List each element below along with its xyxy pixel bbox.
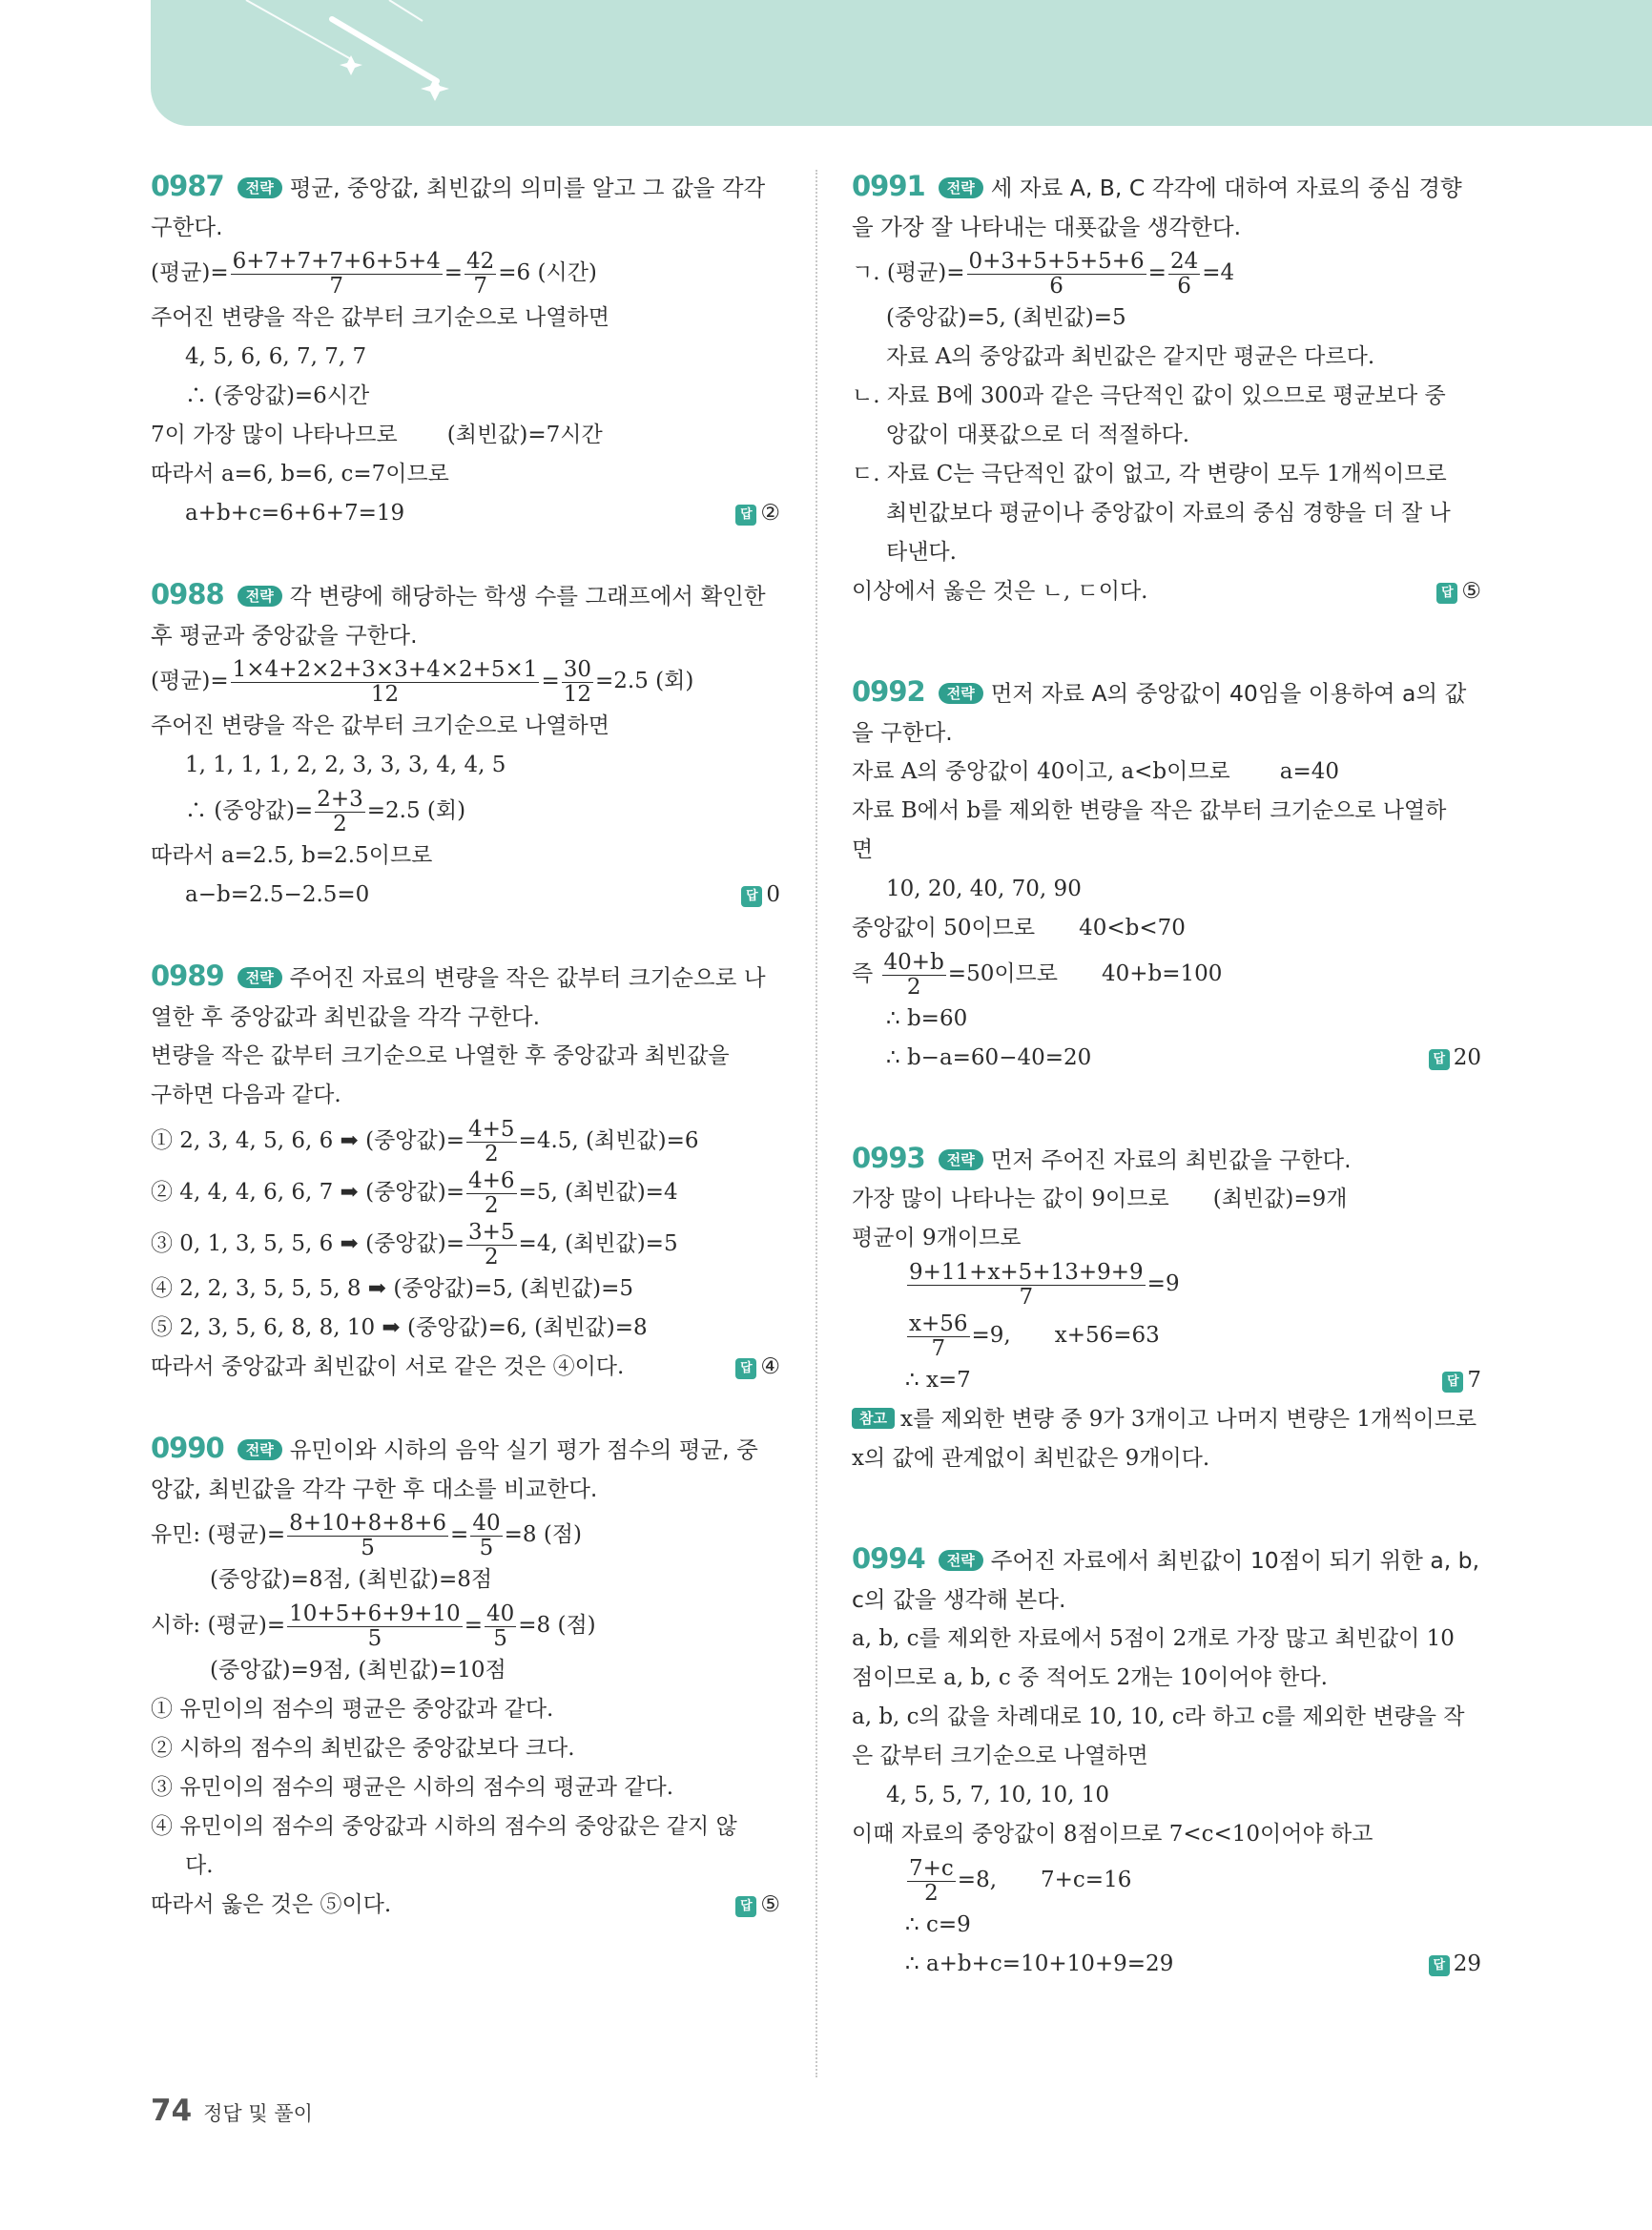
denominator: 2 xyxy=(484,1192,499,1218)
numerator: 40 xyxy=(472,1511,501,1537)
text: 이상에서 옳은 것은 ㄴ, ㄷ이다. xyxy=(852,579,1148,604)
fraction xyxy=(907,1312,970,1359)
equals: = xyxy=(464,1613,483,1638)
mean-lhs: (평균)= xyxy=(151,669,229,693)
note-line: x의 값에 관계없이 최빈값은 9개이다. xyxy=(852,1446,1210,1471)
text: 자료 A의 중앙값이 40이고, a<b이므로 xyxy=(852,759,1230,784)
text: 유민: (평균)= xyxy=(151,1522,286,1547)
text: 7+c=16 xyxy=(1041,1868,1132,1892)
column-divider xyxy=(816,170,817,2077)
problem-0994 xyxy=(852,1539,1481,1984)
fraction xyxy=(466,1221,517,1268)
fraction xyxy=(907,1261,1146,1308)
numerator: 40 xyxy=(485,1601,515,1627)
denominator: 2 xyxy=(484,1141,499,1167)
mean-fraction-2 xyxy=(465,250,496,297)
numerator: 7+c xyxy=(909,1856,954,1882)
text: 중앙값이 50이므로 xyxy=(852,916,1036,940)
numerator: 2+3 xyxy=(317,787,363,813)
text: =2.5 (회) xyxy=(366,798,466,823)
text: a=40 xyxy=(1279,759,1340,784)
solution-line: (중앙값)=8점, (최빈값)=8점 xyxy=(210,1567,493,1592)
text: 40+b=100 xyxy=(1102,961,1223,986)
text: a+b+c=6+6+7=19 xyxy=(185,501,405,526)
solution-line: 주어진 변량을 작은 값부터 크기순으로 나열하면 xyxy=(151,305,609,330)
solution-line: 은 값부터 크기순으로 나열하면 xyxy=(852,1744,1148,1768)
solution-line: 따라서 a=6, b=6, c=7이므로 xyxy=(151,462,449,486)
page-footer xyxy=(151,2094,313,2128)
strategy-text-cont: c의 값을 생각해 본다. xyxy=(852,1586,1066,1613)
answer-icon: 답 xyxy=(741,886,762,907)
solution-line: 4, 5, 6, 6, 7, 7, 7 xyxy=(185,344,367,369)
strategy-badge: 전략 xyxy=(939,1149,983,1170)
text: =8, xyxy=(957,1868,998,1892)
choice-4-cont: 다. xyxy=(185,1853,214,1878)
answer-value: ② xyxy=(760,501,780,526)
answer-icon: 답 xyxy=(1429,1955,1450,1976)
text: (최빈값)=9개 xyxy=(1212,1187,1348,1211)
answer-value: ⑤ xyxy=(1461,579,1481,604)
page-number: 74 xyxy=(151,2094,193,2128)
answer-icon: 답 xyxy=(1436,583,1457,604)
solution-line: (중앙값)=5, (최빈값)=5 xyxy=(886,305,1126,330)
solution-line: 자료 A의 중앙값과 최빈값은 같지만 평균은 다르다. xyxy=(886,344,1375,369)
mean-rhs: =6 (시간) xyxy=(498,260,597,285)
item-c-cont: 최빈값보다 평균이나 중앙값이 자료의 중심 경향을 더 잘 나 xyxy=(886,501,1451,526)
equals: = xyxy=(444,260,463,285)
mean-rhs: =2.5 (회) xyxy=(595,669,694,693)
median-equation xyxy=(151,785,780,836)
strategy-badge: 전략 xyxy=(237,177,282,198)
option-4: ④ 2, 2, 3, 5, 5, 5, 8 ➡ (중앙값)=5, (최빈값)=5 xyxy=(151,1276,634,1301)
problem-number: 0987 xyxy=(151,170,224,202)
mean-equation xyxy=(151,655,780,707)
denominator: 7 xyxy=(473,273,487,299)
solution-line: a, b, c를 제외한 자료에서 5점이 2개로 가장 많고 최빈값이 10 xyxy=(852,1626,1455,1651)
strategy-badge: 전략 xyxy=(939,1550,983,1571)
left-column xyxy=(151,167,780,1967)
solution-line xyxy=(151,876,780,915)
numerator: 24 xyxy=(1169,249,1199,275)
numerator: 0+3+5+5+5+6 xyxy=(968,249,1145,275)
solution-line: ∴ b=60 xyxy=(886,1006,968,1031)
text: 가장 많이 나타나는 값이 9이므로 xyxy=(852,1187,1169,1211)
answer-value: ④ xyxy=(760,1354,780,1379)
text: =8 (점) xyxy=(504,1522,582,1547)
text: =8 (점) xyxy=(518,1613,596,1638)
text: ② 4, 4, 4, 6, 6, 7 ➡ (중앙값)= xyxy=(151,1180,465,1205)
option-5: ⑤ 2, 3, 5, 6, 8, 8, 10 ➡ (중앙값)=6, (최빈값)=8 xyxy=(151,1315,648,1340)
solution-line xyxy=(852,572,1481,611)
text: ① 2, 3, 4, 5, 6, 6 ➡ (중앙값)= xyxy=(151,1128,465,1153)
fraction-equation xyxy=(852,948,1481,1000)
fraction xyxy=(287,1512,448,1559)
problem-0988 xyxy=(151,575,780,915)
strategy-text: 세 자료 A, B, C 각각에 대하여 자료의 중심 경향 xyxy=(990,175,1462,201)
problem-0991 xyxy=(852,167,1481,611)
note-badge: 참고 xyxy=(852,1408,895,1429)
mean-equation xyxy=(151,247,780,299)
strategy-text-cont: 앙값, 최빈값을 각각 구한 후 대소를 비교한다. xyxy=(151,1476,598,1502)
fraction-equation xyxy=(852,1854,1481,1906)
text: a−b=2.5−2.5=0 xyxy=(185,882,370,907)
text: ∴ b−a=60−40=20 xyxy=(886,1045,1092,1070)
numerator: 6+7+7+7+6+5+4 xyxy=(232,249,441,275)
solution-line: ∴ c=9 xyxy=(905,1912,971,1937)
text: ③ 0, 1, 3, 5, 5, 6 ➡ (중앙값)= xyxy=(151,1231,465,1256)
fraction xyxy=(466,1169,517,1216)
answer xyxy=(1429,1945,1481,1984)
solution-line: 4, 5, 5, 7, 10, 10, 10 xyxy=(886,1783,1110,1807)
answer xyxy=(1429,1039,1481,1078)
solution-line: 구하면 다음과 같다. xyxy=(151,1083,341,1107)
answer-value: 7 xyxy=(1467,1368,1481,1393)
solution-line xyxy=(852,1945,1481,1984)
item-c-cont: 타낸다. xyxy=(886,540,957,565)
solution-line: 따라서 a=2.5, b=2.5이므로 xyxy=(151,843,433,868)
solution-line xyxy=(151,1886,780,1925)
strategy-text-cont: 후 평균과 중앙값을 구한다. xyxy=(151,622,418,649)
fraction xyxy=(466,1118,517,1165)
item-c: ㄷ. 자료 C는 극단적인 값이 없고, 각 변량이 모두 1개씩이므로 xyxy=(852,462,1447,486)
denominator: 7 xyxy=(329,273,343,299)
fraction xyxy=(287,1602,463,1649)
answer-value: 20 xyxy=(1453,1045,1481,1070)
strategy-text-cont: 을 가장 잘 나타내는 대푯값을 생각한다. xyxy=(852,214,1242,240)
strategy-badge: 전략 xyxy=(237,967,282,988)
note-line xyxy=(852,1400,1481,1439)
fraction-2 xyxy=(485,1602,516,1649)
text: 따라서 옳은 것은 ⑤이다. xyxy=(151,1892,392,1917)
answer xyxy=(735,494,780,533)
strategy-text: 먼저 주어진 자료의 최빈값을 구한다. xyxy=(990,1146,1352,1173)
text: ∴ a+b+c=10+10+9=29 xyxy=(905,1951,1174,1976)
strategy-text: 주어진 자료에서 최빈값이 10점이 되기 위한 a, b, xyxy=(990,1547,1480,1574)
denominator: 6 xyxy=(1049,273,1063,299)
solution-line: (중앙값)=9점, (최빈값)=10점 xyxy=(210,1658,506,1683)
solution-line xyxy=(852,1039,1481,1078)
choice-4: ④ 유민이의 점수의 중앙값과 시하의 점수의 중앙값은 같지 않 xyxy=(151,1814,737,1839)
strategy-text: 먼저 자료 A의 중앙값이 40임을 이용하여 a의 값 xyxy=(990,680,1467,707)
problem-number: 0988 xyxy=(151,578,224,610)
solution-line: a, b, c의 값을 차례대로 10, 10, c라 하고 c를 제외한 변량을 작 xyxy=(852,1704,1465,1729)
strategy-text: 평균, 중앙값, 최빈값의 의미를 알고 그 값을 각각 xyxy=(289,175,766,201)
denominator: 12 xyxy=(370,681,400,707)
answer-icon: 답 xyxy=(735,505,756,526)
strategy-badge: 전략 xyxy=(939,683,983,704)
text: =4 xyxy=(1202,260,1235,285)
numerator: 9+11+x+5+13+9+9 xyxy=(909,1260,1144,1286)
equals: = xyxy=(1147,260,1167,285)
solution-line xyxy=(852,1361,1481,1400)
header-banner xyxy=(151,0,1652,126)
option-3 xyxy=(151,1218,780,1270)
choice-3: ③ 유민이의 점수의 평균은 시하의 점수의 평균과 같다. xyxy=(151,1775,674,1800)
numerator: 4+6 xyxy=(468,1168,515,1194)
strategy-badge: 전략 xyxy=(237,586,282,607)
solution-line: 이때 자료의 중앙값이 8점이므로 7<c<10이어야 하고 xyxy=(852,1822,1373,1847)
mean-fraction xyxy=(231,658,540,705)
numerator: 1×4+2×2+3×3+4×2+5×1 xyxy=(232,657,538,683)
denominator: 7 xyxy=(1019,1284,1034,1310)
problem-0989 xyxy=(151,957,780,1387)
equals: = xyxy=(450,1522,469,1547)
numerator: x+56 xyxy=(909,1311,968,1337)
solution-line xyxy=(151,494,780,533)
problem-number: 0989 xyxy=(151,960,224,992)
text: 시하: (평균)= xyxy=(151,1613,286,1638)
problem-number: 0990 xyxy=(151,1432,224,1464)
answer xyxy=(735,1348,780,1387)
denominator: 6 xyxy=(1177,273,1191,299)
text: (최빈값)=7시간 xyxy=(446,423,603,447)
mean-fraction xyxy=(231,250,443,297)
denominator: 2 xyxy=(333,811,347,836)
problem-0993 xyxy=(852,1139,1481,1478)
strategy-text: 각 변량에 해당하는 학생 수를 그래프에서 확인한 xyxy=(289,583,766,609)
answer xyxy=(1436,572,1481,611)
solution-line: 주어진 변량을 작은 값부터 크기순으로 나열하면 xyxy=(151,713,609,738)
answer-value: 29 xyxy=(1453,1951,1481,1976)
solution-line: 1, 1, 1, 1, 2, 2, 3, 3, 3, 4, 4, 5 xyxy=(185,753,506,777)
solution-line: 10, 20, 40, 70, 90 xyxy=(886,877,1082,901)
problem-number: 0992 xyxy=(852,675,925,708)
choice-2: ② 시하의 점수의 최빈값은 중앙값보다 크다. xyxy=(151,1736,575,1761)
solution-line: 평균이 9개이므로 xyxy=(852,1226,1022,1250)
denominator: 5 xyxy=(367,1625,382,1651)
text: =50이므로 xyxy=(947,961,1058,986)
option-1 xyxy=(151,1115,780,1167)
fraction-2 xyxy=(470,1512,502,1559)
answer-value: 0 xyxy=(766,882,780,907)
strategy-text-cont: 구한다. xyxy=(151,214,223,240)
solution-line: 자료 B에서 b를 제외한 변량을 작은 값부터 크기순으로 나열하 xyxy=(852,798,1447,823)
text: ㄱ. (평균)= xyxy=(852,260,965,285)
choice-1: ① 유민이의 점수의 평균은 중앙값과 같다. xyxy=(151,1697,554,1722)
text: ∴ x=7 xyxy=(905,1368,971,1393)
denominator: 5 xyxy=(493,1625,507,1651)
fraction xyxy=(882,951,946,998)
solution-line: 변량을 작은 값부터 크기순으로 나열한 후 중앙값과 최빈값을 xyxy=(151,1043,730,1068)
numerator: 40+b xyxy=(883,950,944,976)
item-b-cont: 앙값이 대푯값으로 더 적절하다. xyxy=(886,423,1190,447)
problem-0990 xyxy=(151,1429,780,1925)
answer-icon: 답 xyxy=(1442,1372,1463,1393)
answer-icon: 답 xyxy=(735,1896,756,1917)
text: =9 xyxy=(1146,1271,1180,1296)
text: =4, (최빈값)=5 xyxy=(518,1231,678,1256)
strategy-badge: 전략 xyxy=(237,1439,282,1460)
strategy-text-cont: 을 구한다. xyxy=(852,719,953,746)
option-2 xyxy=(151,1167,780,1218)
solution-line: 면 xyxy=(852,837,874,862)
solution-line: ∴ (중앙값)=6시간 xyxy=(185,383,370,408)
yumin-mean xyxy=(151,1509,780,1560)
median-fraction xyxy=(315,788,365,835)
answer-icon: 답 xyxy=(735,1358,756,1379)
numerator: 10+5+6+9+10 xyxy=(289,1601,461,1627)
answer-value: ⑤ xyxy=(760,1892,780,1917)
text: =5, (최빈값)=4 xyxy=(518,1180,678,1205)
shooting-star-decoration xyxy=(151,0,1652,126)
numerator: 8+10+8+8+6 xyxy=(289,1511,447,1537)
text: =4.5, (최빈값)=6 xyxy=(518,1128,699,1153)
answer xyxy=(741,876,780,915)
denominator: 7 xyxy=(931,1335,946,1361)
strategy-badge: 전략 xyxy=(939,177,983,198)
problem-0992 xyxy=(852,672,1481,1078)
problem-number: 0991 xyxy=(852,170,925,202)
strategy-text: 주어진 자료의 변량을 작은 값부터 크기순으로 나 xyxy=(289,964,766,991)
text: x를 제외한 변량 중 9가 3개이고 나머지 변량은 1개씩이므로 xyxy=(899,1407,1477,1432)
problem-number: 0994 xyxy=(852,1542,925,1575)
strategy-text: 유민이와 시하의 음악 실기 평가 점수의 평균, 중 xyxy=(289,1436,758,1463)
problem-0987 xyxy=(151,167,780,533)
strategy-text-cont: 열한 후 중앙값과 최빈값을 각각 구한다. xyxy=(151,1003,541,1030)
denominator: 5 xyxy=(479,1535,494,1560)
text: ∴ (중앙값)= xyxy=(185,798,314,823)
item-b: ㄴ. 자료 B에 300과 같은 극단적인 값이 있으므로 평균보다 중 xyxy=(852,383,1446,408)
numerator: 4+5 xyxy=(468,1117,515,1143)
text: 40<b<70 xyxy=(1079,916,1186,940)
denominator: 12 xyxy=(563,681,591,707)
fraction-equation xyxy=(852,1310,1481,1361)
text: =9, xyxy=(971,1323,1011,1348)
mean-equation xyxy=(852,247,1481,299)
text: x+56=63 xyxy=(1054,1323,1160,1348)
text: 즉 xyxy=(852,961,874,986)
solution-line xyxy=(852,1180,1481,1219)
denominator: 5 xyxy=(361,1535,375,1560)
denominator: 2 xyxy=(484,1244,499,1270)
denominator: 2 xyxy=(924,1880,939,1906)
answer-icon: 답 xyxy=(1429,1049,1450,1070)
numerator: 30 xyxy=(563,657,591,683)
solution-line xyxy=(151,1348,780,1387)
mean-fraction-2 xyxy=(562,658,593,705)
footer-label: 정답 및 풀이 xyxy=(203,2102,313,2125)
numerator: 42 xyxy=(466,249,495,275)
answer xyxy=(1442,1361,1481,1400)
denominator: 2 xyxy=(906,974,921,1000)
solution-line xyxy=(852,909,1481,948)
fraction-2 xyxy=(1168,250,1200,297)
answer xyxy=(735,1886,780,1925)
fraction-equation xyxy=(852,1258,1481,1310)
solution-line: 점이므로 a, b, c 중 적어도 2개는 10이어야 한다. xyxy=(852,1665,1328,1690)
mean-lhs: (평균)= xyxy=(151,260,229,285)
solution-line xyxy=(852,753,1481,792)
siha-mean xyxy=(151,1600,780,1651)
fraction xyxy=(967,250,1146,297)
numerator: 3+5 xyxy=(468,1220,515,1246)
text: 따라서 중앙값과 최빈값이 서로 같은 것은 ④이다. xyxy=(151,1354,625,1379)
problem-number: 0993 xyxy=(852,1142,925,1174)
equals: = xyxy=(541,669,560,693)
text: 7이 가장 많이 나타나므로 xyxy=(151,423,398,447)
solution-line xyxy=(151,416,780,455)
right-column xyxy=(852,167,1481,2026)
fraction xyxy=(907,1857,956,1904)
